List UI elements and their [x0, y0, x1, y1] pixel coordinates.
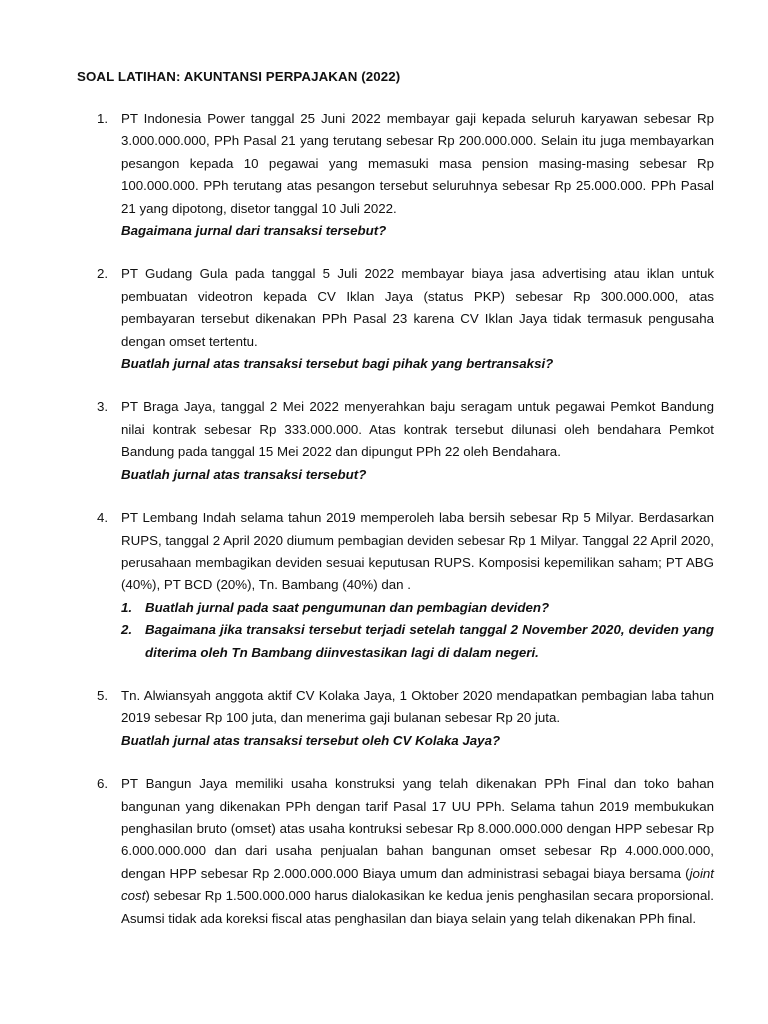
question-task: Bagaimana jurnal dari transaksi tersebut?: [121, 223, 387, 239]
sub-question-item: [121, 619, 714, 664]
question-task: Buatlah jurnal atas transaksi tersebut oleh CV Kolaka Jaya?: [121, 732, 501, 748]
question-item: [77, 396, 714, 486]
sub-question-item: [121, 597, 714, 619]
question-text: PT Lembang Indah selama tahun 2019 memperoleh laba bersih sebesar Rp 5 Milyar. Berdasarkan RUPS, tanggal 2 April 2020 diumum pembagian deviden sebesar Rp 1 Milyar. Tanggal 22 April 2020, perusahaan membagikan deviden sesuai keputusan RUPS. Komposisi kepemilikan saham; PT ABG (40%), PT BCD (20%), Tn. Bambang (40%) dan .: [121, 510, 714, 593]
sub-question-text: Buatlah jurnal pada saat pengumunan dan pembagian deviden?: [145, 599, 550, 615]
sub-question-number: 1.: [121, 599, 133, 615]
question-number: 2.: [97, 266, 109, 282]
question-task: Buatlah jurnal atas transaksi tersebut bagi pihak yang bertransaksi?: [121, 356, 554, 372]
question-number: 3.: [97, 399, 109, 415]
question-text: PT Braga Jaya, tanggal 2 Mei 2022 menyerahkan baju seragam untuk pegawai Pemkot Bandung nilai kontrak sebesar Rp 333.000.000. Atas kontrak tersebut dilunasi oleh bendahara Pemkot Bandung pada tanggal 15 Mei 2022 dan dipungut PPh 22 oleh Bendahara.: [121, 399, 714, 460]
document-title: SOAL LATIHAN: AKUNTANSI PERPAJAKAN (2022): [77, 69, 401, 84]
question-text: [121, 773, 714, 930]
question-number: 6.: [97, 776, 109, 792]
question-item: [77, 773, 714, 930]
question-item: [77, 108, 714, 242]
question-item: [77, 507, 714, 664]
sub-question-list: [121, 597, 714, 664]
joint-cost-term: joint cost: [121, 865, 714, 904]
sub-question-text: Bagaimana jika transaksi tersebut terjadi setelah tanggal 2 November 2020, deviden yang diterima oleh Tn Bambang diinvestasikan lagi di dalam negeri.: [145, 622, 714, 660]
question-task: Buatlah jurnal atas transaksi tersebut?: [121, 466, 367, 482]
question-text-part: ) sebesar Rp 1.500.000.000 harus dialokasikan ke kedua jenis penghasilan secara proporsional. Asumsi tidak ada koreksi fiscal atas penghasilan dan biaya selain yang telah dikenakan PPh final.: [121, 888, 714, 926]
question-text-part: PT Bangun Jaya memiliki usaha konstruksi yang telah dikenakan PPh Final dan toko bahan bangunan yang dikenakan PPh dengan tarif Pasal 17 UU PPh. Selama tahun 2019 membukukan penghasilan bruto (omset) atas usaha kontruksi sebesar Rp 8.000.000.000 dengan HPP sebesar Rp 6.000.000.000 dan dari usaha penjualan bahan bangunan omset sebesar Rp 4.000.000.000, dengan HPP sebesar Rp 2.000.000.000 Biaya umum dan administrasi sebagai biaya bersama (: [121, 776, 714, 881]
question-number: 1.: [97, 111, 109, 126]
question-text: PT Indonesia Power tanggal 25 Juni 2022 membayar gaji kepada seluruh karyawan sebesar Rp 3.000.000.000, PPh Pasal 21 yang terutang sebesar Rp 200.000.000. Selain itu juga membayarkan pesangon kepada 10 pegawai yang memasuki masa pension masing-masing sebesar Rp 100.000.000. PPh terutang atas pesangon tersebut seluruhnya sebesar Rp 25.000.000. PPh Pasal 21 yang dipotong, disetor tanggal 10 Juli 2022.: [121, 111, 714, 216]
question-item: [77, 263, 714, 375]
sub-question-number: 2.: [121, 622, 133, 638]
question-item: [77, 685, 714, 752]
question-text: PT Gudang Gula pada tanggal 5 Juli 2022 membayar biaya jasa advertising atau iklan untuk pembuatan videotron kepada CV Iklan Jaya (status PKP) sebesar Rp 300.000.000, atas pembayaran tersebut dikenakan PPh Pasal 23 karena CV Iklan Jaya tidak termasuk pengusaha dengan omset tertentu.: [121, 266, 714, 349]
question-text: Tn. Alwiansyah anggota aktif CV Kolaka Jaya, 1 Oktober 2020 mendapatkan pembagian laba tahun 2019 sebesar Rp 100 juta, dan menerima gaji bulanan sebesar Rp 20 juta.: [121, 687, 714, 726]
question-number: 4.: [97, 510, 109, 526]
question-number: 5.: [97, 687, 109, 703]
